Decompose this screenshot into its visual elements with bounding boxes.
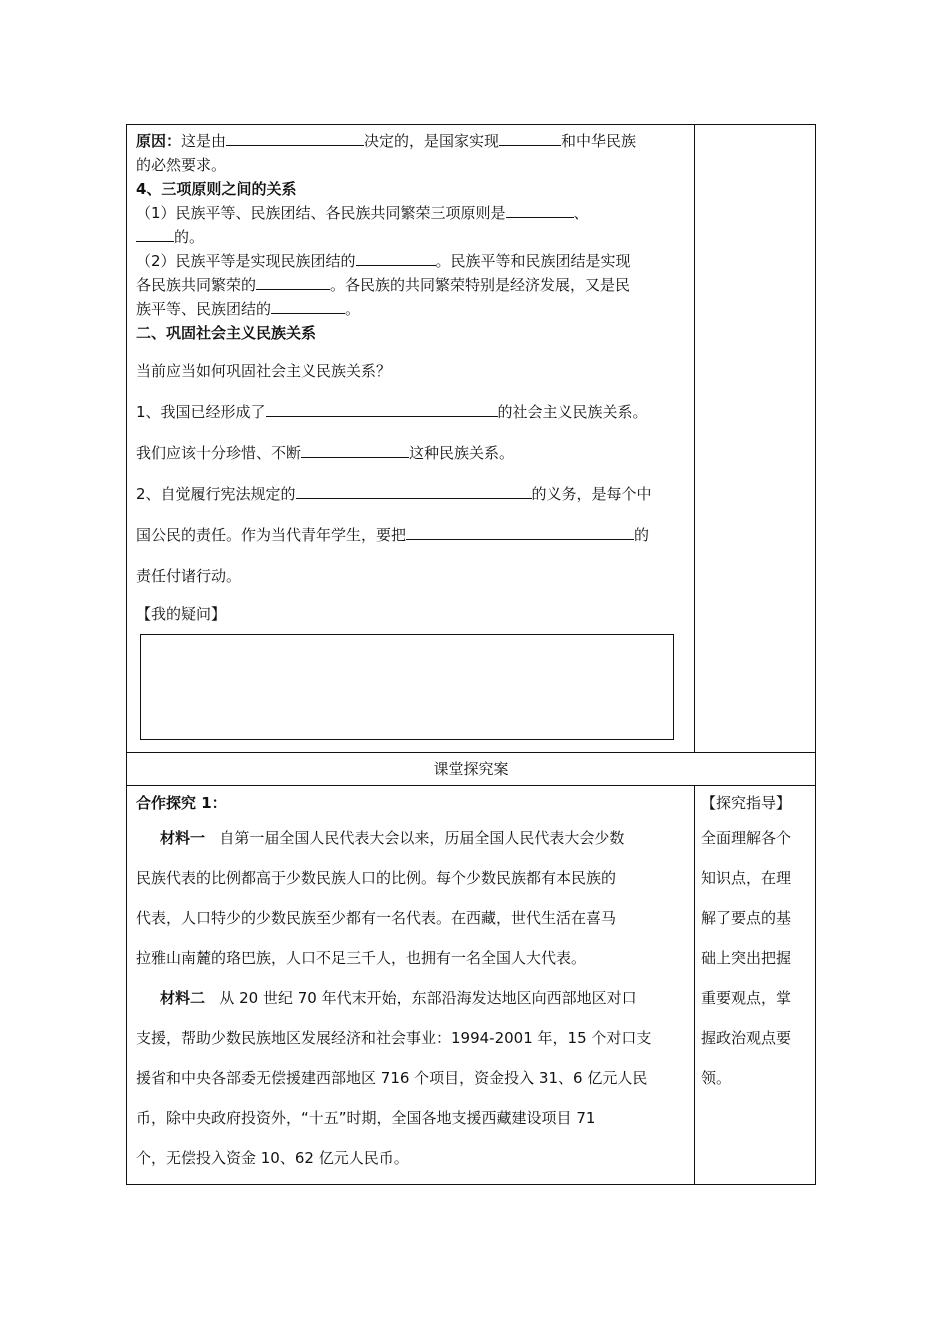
- exploration-content: [127, 786, 695, 1184]
- fill-blank[interactable]: [256, 275, 330, 290]
- prestudy-side-column: [695, 125, 815, 752]
- fill-blank[interactable]: [271, 299, 345, 314]
- fill-blank[interactable]: [499, 131, 561, 146]
- row-prestudy: [127, 125, 815, 753]
- reason-line-2: 的必然要求。: [136, 156, 227, 174]
- q2-line-3: 责任付诸行动。: [136, 567, 242, 585]
- material1-line: 代表，人口特少的少数民族至少都有一名代表。在西藏，世代生活在喜马: [136, 909, 617, 927]
- material2-line: 材料二 从 20 世纪 70 年代末开始，东部沿海发达地区向西部地区对口: [160, 989, 637, 1007]
- guide-line: 全面理解各个: [701, 829, 792, 847]
- row-section-title: [127, 753, 815, 786]
- q1-line: 1、我国已经形成了 的社会主义民族关系。: [136, 403, 648, 421]
- fill-blank[interactable]: [356, 251, 436, 266]
- q1-line-2: 我们应该十分珍惜、不断 这种民族关系。: [136, 444, 515, 462]
- fill-blank[interactable]: [296, 484, 532, 499]
- guide-line: 知识点，在理: [701, 869, 792, 887]
- guide-title: 【探究指导】: [701, 794, 792, 812]
- q2-line-2: 国公民的责任。作为当代青年学生，要把 的: [136, 526, 650, 544]
- fill-blank[interactable]: [226, 131, 364, 146]
- fill-blank[interactable]: [301, 443, 409, 458]
- fill-blank[interactable]: [406, 525, 634, 540]
- material2-line: 支援，帮助少数民族地区发展经济和社会事业：1994-2001 年，15 个对口支: [136, 1029, 652, 1047]
- doubt-label: 【我的疑问】: [136, 605, 227, 623]
- guide-column: [695, 786, 815, 1184]
- doubt-answer-box[interactable]: [140, 634, 674, 740]
- item2-line-3: 族平等、民族团结的 。: [136, 300, 361, 318]
- heading-relations: 4、三项原则之间的关系: [136, 180, 297, 198]
- material1-line: 民族代表的比例都高于少数民族人口的比例。每个少数民族都有本民族的: [136, 869, 617, 887]
- prestudy-content: [127, 125, 695, 752]
- item1-line-2: 的。: [136, 225, 685, 249]
- row-exploration: [127, 786, 815, 1184]
- heading-consolidate: 二、巩固社会主义民族关系: [136, 324, 317, 342]
- guide-line: 重要观点，掌: [701, 989, 792, 1007]
- guide-line: 领。: [701, 1069, 732, 1087]
- fill-blank[interactable]: [506, 203, 574, 218]
- material2-line: 个，无偿投入资金 10、62 亿元人民币。: [136, 1149, 409, 1167]
- exploration-heading: 合作探究 1：: [136, 794, 227, 812]
- material2-line: 援省和中央各部委无偿援建西部地区 716 个项目，资金投入 31、6 亿元人民: [136, 1069, 648, 1087]
- guide-line: 握政治观点要: [701, 1029, 792, 1047]
- material2-line: 币，除中央政府投资外，“十五”时期，全国各地支援西藏建设项目 71: [136, 1109, 596, 1127]
- fill-blank[interactable]: [136, 227, 174, 242]
- guide-line: 础上突出把握: [701, 949, 792, 967]
- material1-line: 材料一 自第一届全国人民代表大会以来，历届全国人民代表大会少数: [160, 829, 625, 847]
- item2-line: （2）民族平等是实现民族团结的 。民族平等和民族团结是实现: [136, 252, 631, 270]
- q2-line: 2、自觉履行宪法规定的 的义务，是每个中: [136, 485, 652, 503]
- item2-line-2: 各民族共同繁荣的 。各民族的共同繁荣特别是经济发展，又是民: [136, 276, 631, 294]
- worksheet-table: [126, 124, 816, 1185]
- guide-line: 解了要点的基: [701, 909, 792, 927]
- fill-blank[interactable]: [266, 402, 498, 417]
- material1-line: 拉雅山南麓的珞巴族，人口不足三千人，也拥有一名全国人大代表。: [136, 949, 587, 967]
- section-title: 课堂探究案: [433, 760, 509, 778]
- item1-line: （1）民族平等、民族团结、各民族共同繁荣三项原则是 、: [136, 204, 589, 222]
- question-line: 当前应当如何巩固社会主义民族关系？: [136, 362, 392, 380]
- reason-line: 原因：这是由 决定的，是国家实现 和中华民族: [136, 132, 637, 150]
